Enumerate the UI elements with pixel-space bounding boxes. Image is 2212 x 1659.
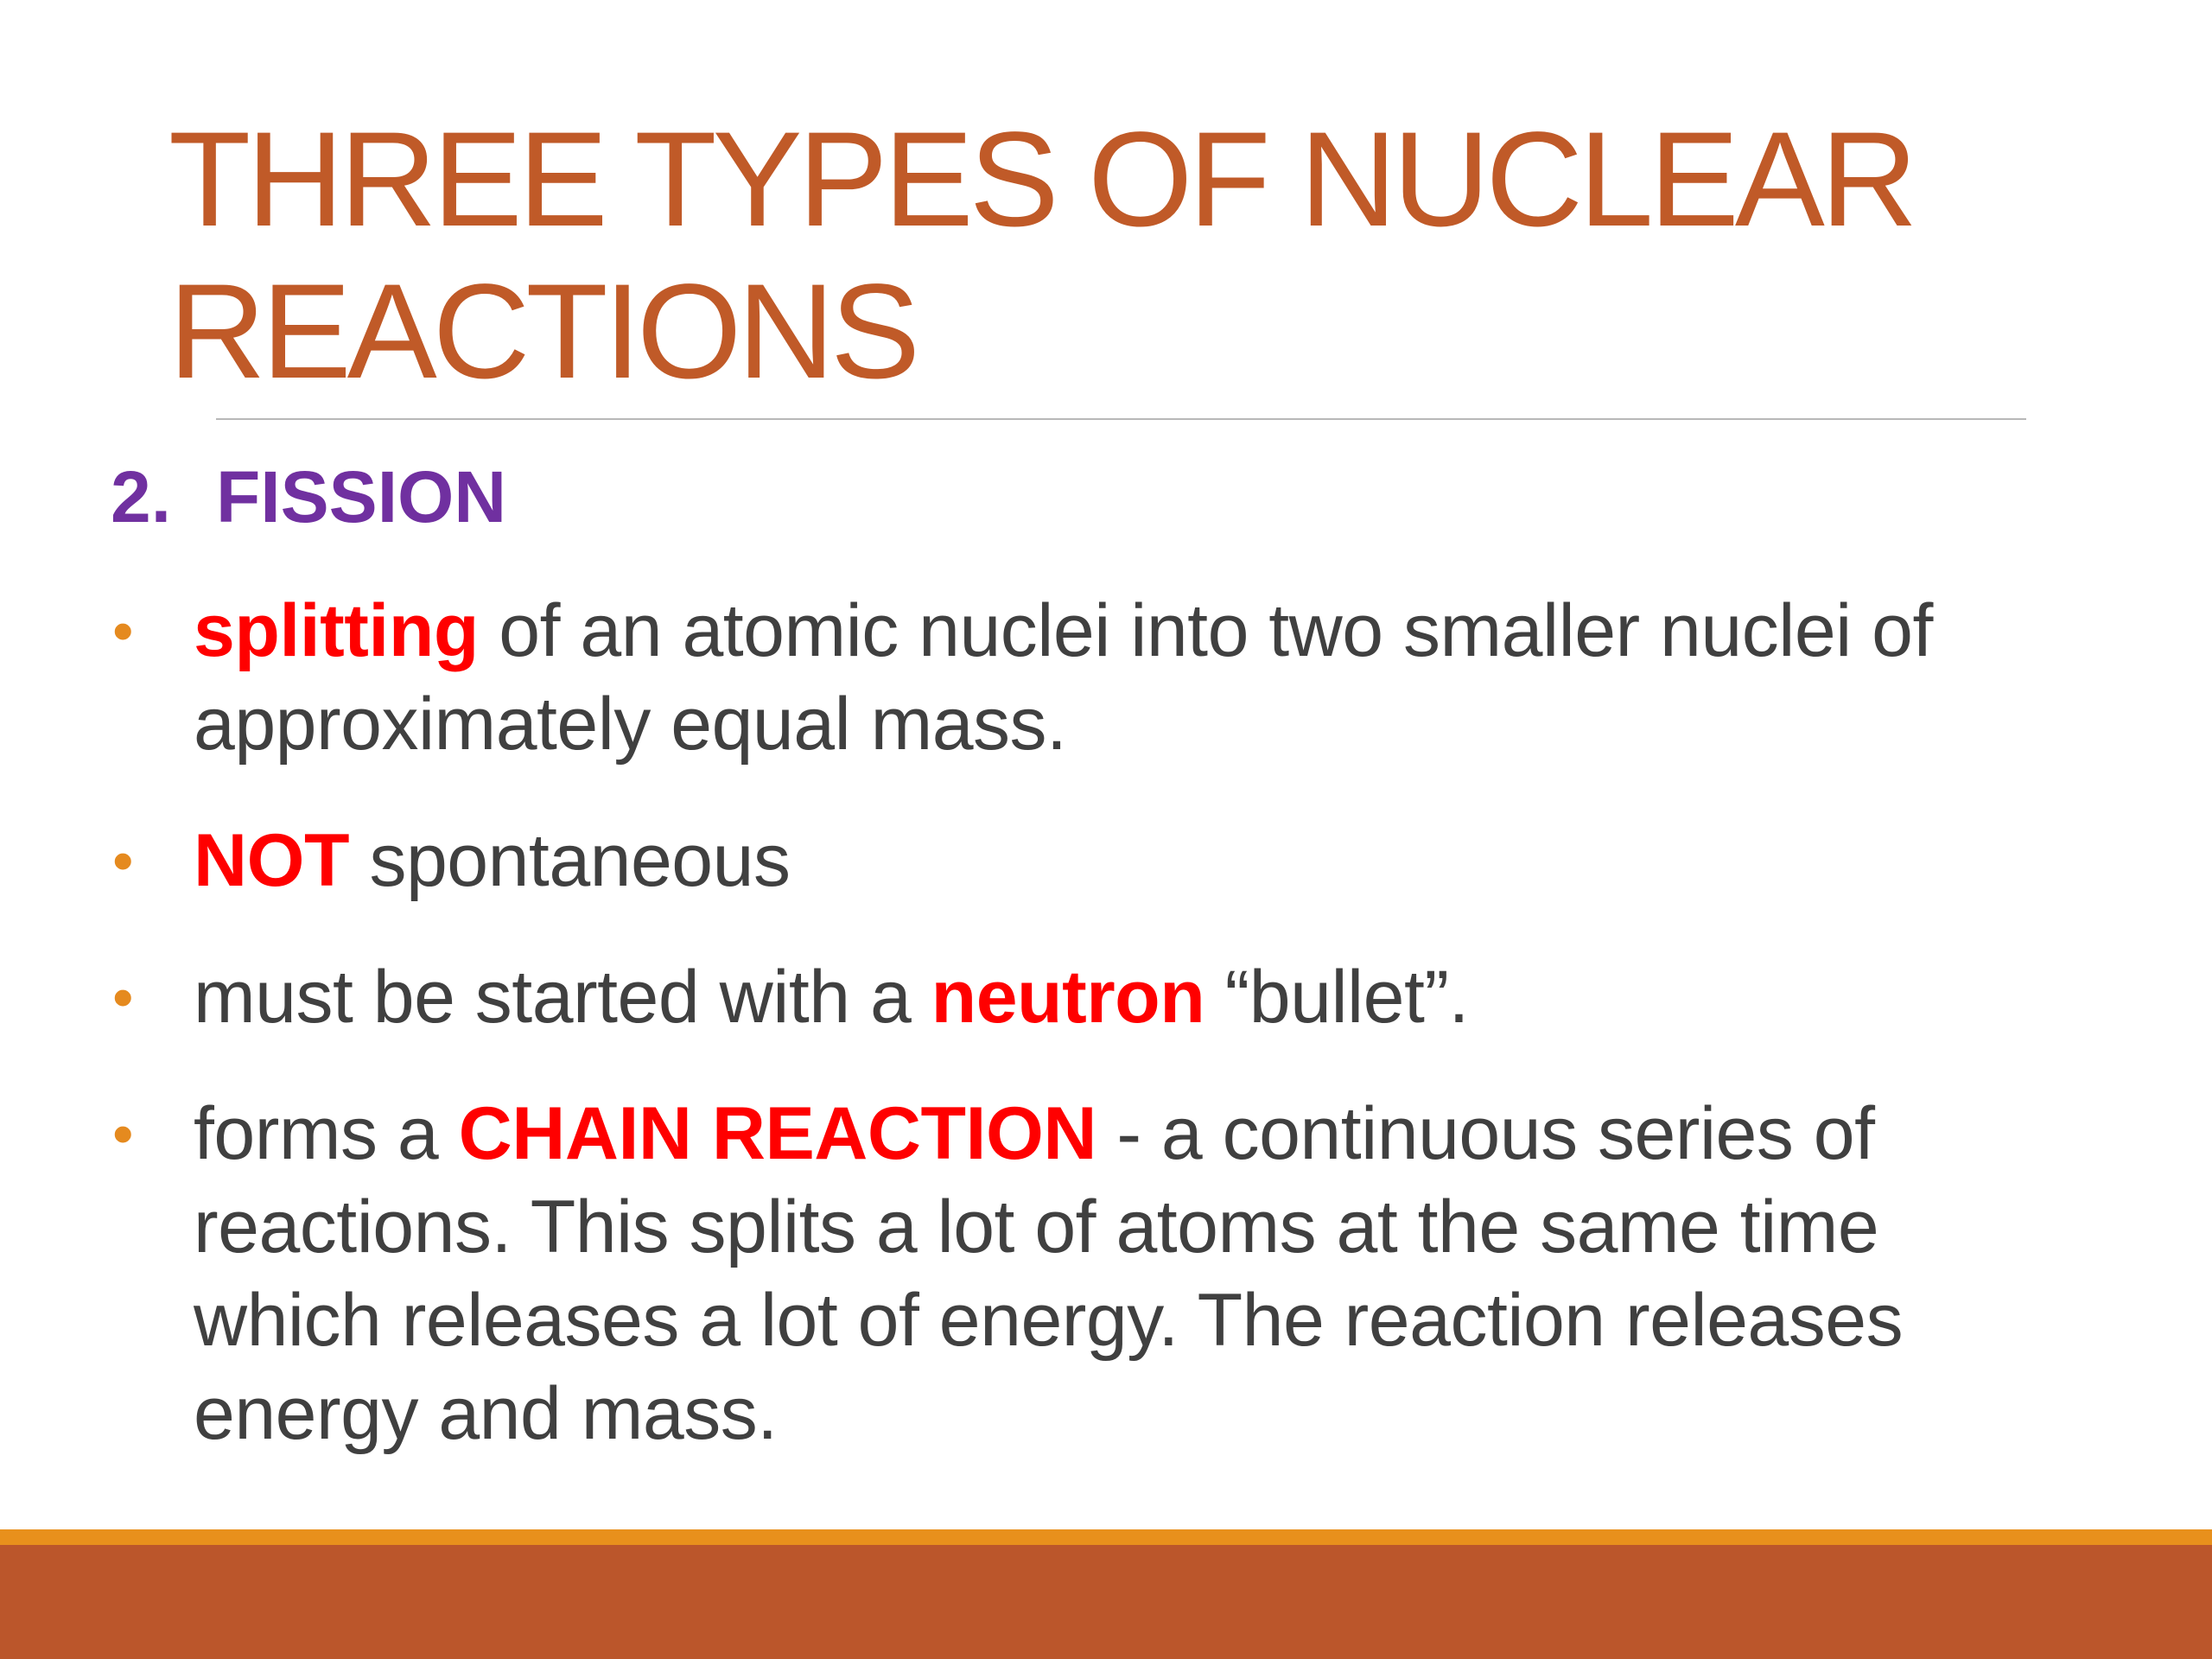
slide-title-line-1: THREE TYPES OF NUCLEAR: [168, 105, 1914, 255]
bullet-text-segment: “bullet”.: [1205, 956, 1469, 1039]
footer-accent-stripe: [0, 1529, 2212, 1545]
bullet-text-segment: energy and mass.: [194, 1372, 778, 1455]
title-divider: [216, 418, 2026, 420]
bullet-text-segment: reactions. This splits a lot of atoms at the same time: [194, 1185, 1879, 1268]
bullet-text-segment: approximately equal mass.: [194, 683, 1067, 766]
slide-title-line-2: REACTIONS: [168, 257, 917, 407]
bullet-marker: •: [112, 1100, 134, 1167]
emphasis-word: CHAIN REACTION: [458, 1092, 1096, 1175]
slide-title: [168, 104, 2026, 408]
bullet-text-segment: spontaneous: [349, 819, 791, 902]
emphasis-word: neutron: [931, 956, 1205, 1039]
bullet-text-segment: which releases a lot of energy. The reaction releases: [194, 1279, 1904, 1362]
bullet-marker: •: [112, 597, 134, 664]
section-label: FISSION: [216, 456, 507, 537]
bullet-text: [194, 584, 2077, 771]
emphasis-word: NOT: [194, 819, 350, 902]
emphasis-word: splitting: [194, 589, 479, 672]
bullet-marker: •: [112, 827, 134, 894]
bullet-text: [194, 814, 2077, 907]
bullet-text-segment: must be started with a: [194, 956, 931, 1039]
bullet-text-segment: of an atomic nuclei into two smaller nuclei of: [478, 589, 1933, 672]
bullet-marker: •: [112, 963, 134, 1031]
bullet-text: [194, 950, 2077, 1044]
bullet-text-segment: forms a: [194, 1092, 459, 1175]
bullet-text-segment: - a continuous series of: [1096, 1092, 1875, 1175]
footer-bar: [0, 1545, 2212, 1659]
bullet-text: [194, 1087, 2077, 1460]
section-number: 2.: [111, 456, 172, 537]
section-heading: [111, 454, 506, 540]
